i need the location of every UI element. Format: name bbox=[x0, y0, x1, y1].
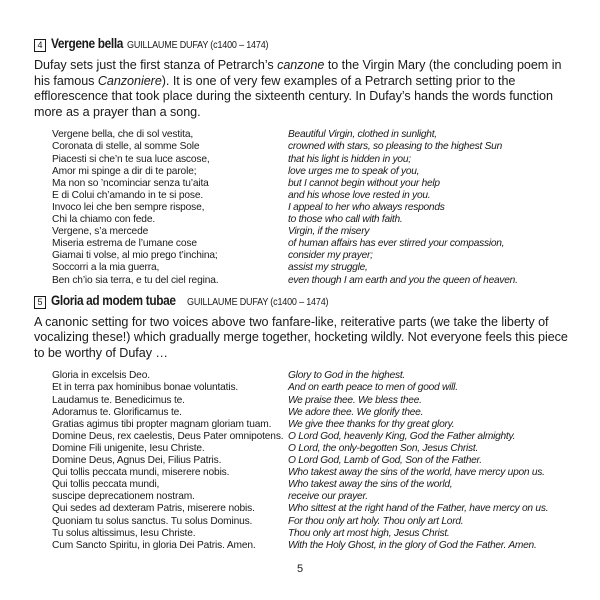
original-line: Invoco lei che ben sempre rispose, bbox=[52, 201, 205, 213]
intro-emphasis: Canzoniere bbox=[97, 73, 162, 88]
original-line: Ben ch’io sia terra, e tu del ciel regina. bbox=[52, 274, 219, 286]
translation-line: Beautiful Virgin, clothed in sunlight, bbox=[288, 129, 437, 141]
original-line: Gratias agimus tibi propter magnam gloriam tuam. bbox=[52, 418, 272, 430]
intro-paragraph bbox=[34, 315, 570, 362]
work-title: Vergene bella bbox=[51, 36, 124, 51]
original-line: Domine Deus, Agnus Dei, Filius Patris. bbox=[52, 455, 222, 467]
section-heading bbox=[34, 293, 570, 311]
translation-line: and his whose love rested in you. bbox=[288, 189, 431, 201]
original-line: Qui tollis peccata mundi, miserere nobis. bbox=[52, 467, 230, 479]
translation-line: We give thee thanks for thy great glory. bbox=[288, 418, 455, 430]
original-line: Miseria estrema de l’umane cose bbox=[52, 238, 197, 250]
translation-column bbox=[288, 129, 570, 286]
translation-line: Virgin, if the misery bbox=[288, 226, 370, 238]
translation-line: For thou only art holy. Thou only art Lord. bbox=[288, 515, 464, 527]
original-line: Cum Sancto Spiritu, in gloria Dei Patris. Amen. bbox=[52, 539, 256, 551]
original-line: Vergene, s’a mercede bbox=[52, 226, 149, 238]
page-number: 5 bbox=[296, 563, 304, 575]
original-text-column bbox=[52, 370, 288, 551]
translation-line: crowned with stars, so pleasing to the highest Sun bbox=[288, 141, 503, 153]
original-line: Domine Fili unigenite, Iesu Christe. bbox=[52, 442, 205, 454]
translation-line: O Lord God, heavenly King, God the Father almighty. bbox=[288, 430, 516, 442]
verse-columns bbox=[52, 129, 570, 286]
original-line: E di Colui ch’amando in te si pose. bbox=[52, 189, 204, 201]
booklet-page bbox=[34, 36, 570, 552]
translation-line: Who sittest at the right hand of the Father, have mercy on us. bbox=[288, 503, 549, 515]
translation-line: to those who call with faith. bbox=[288, 214, 403, 226]
translation-line: I appeal to her who always responds bbox=[288, 201, 445, 213]
original-text-column bbox=[52, 129, 288, 286]
translation-line: even though I am earth and you the queen of heaven. bbox=[288, 274, 518, 286]
section-gloria-ad-modem-tubae bbox=[34, 293, 570, 552]
translation-line: We adore thee. We glorify thee. bbox=[288, 406, 424, 418]
composer-credit: GUILLAUME DUFAY (c1400 – 1474) bbox=[186, 296, 328, 308]
original-line: Piacesti si che’n te sua luce ascose, bbox=[52, 153, 210, 165]
translation-line: And on earth peace to men of good will. bbox=[288, 382, 458, 394]
intro-text: Dufay sets just the first stanza of Petrarch’s bbox=[34, 58, 278, 72]
translation-line: O Lord God, Lamb of God, Son of the Father. bbox=[288, 455, 482, 467]
translation-line: Who takest away the sins of the world, have mercy upon us. bbox=[288, 467, 545, 479]
translation-column bbox=[288, 370, 570, 551]
composer-credit: GUILLAUME DUFAY (c1400 – 1474) bbox=[126, 40, 269, 51]
original-line: Domine Deus, rex caelestis, Deus Pater omnipotens. bbox=[52, 430, 284, 442]
original-line: Adoramus te. Glorificamus te. bbox=[52, 406, 182, 418]
translation-line: Thou only art most high, Jesus Christ. bbox=[288, 527, 450, 539]
original-line: Laudamus te. Benedicimus te. bbox=[52, 394, 185, 406]
track-number: 5 bbox=[34, 296, 46, 309]
original-line: Giamai ti volse, al mio prego t’inchina; bbox=[52, 250, 218, 262]
translation-line: of human affairs has ever stirred your compassion, bbox=[288, 238, 505, 250]
translation-line: assist my struggle, bbox=[288, 262, 368, 274]
original-line: Coronata di stelle, al somme Sole bbox=[52, 141, 200, 153]
section-heading bbox=[34, 36, 570, 54]
original-line: Quoniam tu solus sanctus. Tu solus Dominus. bbox=[52, 515, 253, 527]
verse-columns bbox=[52, 370, 570, 551]
translation-line: Glory to God in the highest. bbox=[288, 370, 406, 382]
translation-line: but I cannot begin without your help bbox=[288, 177, 440, 189]
intro-text: ). It is one of very few examples of a Petrarch setting prior to the efflorescence that took place during the sixteenth century. In Dufay’s hands the words function more as a prayer than a song. bbox=[34, 73, 553, 119]
translation-line: that his light is hidden in you; bbox=[288, 153, 411, 165]
translation-line: With the Holy Ghost, in the glory of God the Father. Amen. bbox=[288, 539, 537, 551]
translation-line: consider my prayer; bbox=[288, 250, 373, 262]
translation-line: O Lord, the only-begotten Son, Jesus Christ. bbox=[288, 442, 479, 454]
original-line: Qui tollis peccata mundi, bbox=[52, 479, 160, 491]
original-line: Amor mi spinge a dir di te parole; bbox=[52, 165, 197, 177]
translation-line: love urges me to speak of you, bbox=[288, 165, 420, 177]
original-line: Chi la chiamo con fede. bbox=[52, 214, 156, 226]
original-line: Soccorri a la mia guerra, bbox=[52, 262, 160, 274]
track-number: 4 bbox=[34, 39, 46, 52]
original-line: Qui sedes ad dexteram Patris, miserere nobis. bbox=[52, 503, 255, 515]
original-line: Et in terra pax hominibus bonae voluntatis. bbox=[52, 382, 239, 394]
intro-text: to the Virgin Mary (the concluding poem in his famous bbox=[34, 58, 562, 88]
original-line: Ma non so ’ncominciar senza tu’aita bbox=[52, 177, 209, 189]
intro-emphasis: canzone bbox=[277, 58, 325, 72]
original-line: Gloria in excelsis Deo. bbox=[52, 370, 150, 382]
work-title: Gloria ad modem tubae bbox=[51, 292, 176, 308]
translation-line: receive our prayer. bbox=[288, 491, 368, 503]
original-line: suscipe deprecationem nostram. bbox=[52, 491, 195, 503]
section-vergene-bella bbox=[34, 36, 570, 287]
translation-line: We praise thee. We bless thee. bbox=[288, 394, 422, 406]
original-line: Vergene bella, che di sol vestita, bbox=[52, 129, 194, 141]
intro-paragraph bbox=[34, 58, 570, 120]
intro-text: A canonic setting for two voices above two fanfare-like, reiterative parts (we take the liberty of vocalizing these!) which gradually merge together, hocketing wildly. Not everyone feels this piece to be worthy of Dufay … bbox=[34, 314, 568, 360]
original-line: Tu solus altissimus, Iesu Christe. bbox=[52, 527, 196, 539]
translation-line: Who takest away the sins of the world, bbox=[288, 479, 453, 491]
